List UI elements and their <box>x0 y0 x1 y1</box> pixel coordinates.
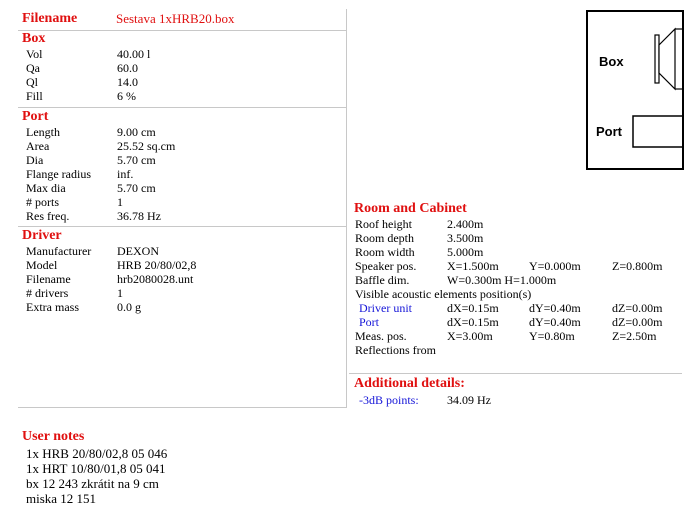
minus3db-label: -3dB points: <box>359 393 419 407</box>
user-notes-title: User notes <box>22 429 85 444</box>
driver-unit-dy: dY=0.40m <box>529 301 581 315</box>
note-line: 1x HRT 10/80/01,8 05 041 <box>26 461 166 476</box>
box-diagram <box>585 9 685 173</box>
port-section-title: Port <box>22 109 49 124</box>
divider <box>18 107 346 108</box>
diagram-box-label: Box <box>599 54 624 69</box>
visible-elements-label: Visible acoustic elements position(s) <box>355 287 532 301</box>
note-line: 1x HRB 20/80/02,8 05 046 <box>26 446 168 461</box>
meas-pos-x: X=3.00m <box>447 329 493 343</box>
room-depth-label: Room depth <box>355 231 414 245</box>
room-cabinet-panel <box>349 197 682 411</box>
port-element-dy: dY=0.40m <box>529 315 581 329</box>
roof-height-label: Roof height <box>355 217 412 231</box>
filename-row <box>22 10 235 27</box>
divider <box>18 30 346 31</box>
divider <box>349 373 682 374</box>
divider <box>18 226 346 227</box>
parameters-panel: Filename Sestava 1xHRB20.box Box Vol 40.00 l Qa 60.0 Ql 14.0 Fill 6 % Port Length 9.00 cm Area 25.52 sq.cm Dia 5.70 cm Flange radius inf. Max dia 5.70 cm # ports 1 Res freq. 36.78 Hz Driver Manufacturer DEXON Model HRB 20/80/02,8 Filename hrb2080028.unt # drivers 1 Extra mass 0.0 g <box>18 9 347 408</box>
speaker-pos-x: X=1.500m <box>447 259 499 273</box>
note-line: miska 12 151 <box>26 491 97 506</box>
box-section-title: Box <box>22 31 46 46</box>
port-element-dz: dZ=0.00m <box>612 315 663 329</box>
filename-label: Filename <box>22 11 78 26</box>
filename-value: Sestava 1xHRB20.box <box>116 11 235 26</box>
box-diagram-svg <box>585 9 685 173</box>
driver-unit-dx: dX=0.15m <box>447 301 499 315</box>
port-element-label: Port <box>359 315 380 329</box>
baffle-dim-label: Baffle dim. <box>355 273 410 287</box>
speaker-pos-label: Speaker pos. <box>355 259 417 273</box>
baffle-dim-value: W=0.300m H=1.000m <box>447 273 557 287</box>
minus3db-value: 34.09 Hz <box>447 393 491 407</box>
user-notes-panel <box>22 429 422 511</box>
note-line: bx 12 243 zkrátit na 9 cm <box>26 476 159 491</box>
meas-pos-z: Z=2.50m <box>612 329 657 343</box>
room-width-value: 5.000m <box>447 245 484 259</box>
room-section-title: Room and Cabinet <box>354 201 467 216</box>
driver-section-title: Driver <box>22 228 62 243</box>
port-element-dx: dX=0.15m <box>447 315 499 329</box>
driver-unit-label: Driver unit <box>359 301 412 315</box>
meas-pos-label: Meas. pos. <box>355 329 407 343</box>
driver-unit-dz: dZ=0.00m <box>612 301 663 315</box>
meas-pos-y: Y=0.80m <box>529 329 575 343</box>
speaker-pos-z: Z=0.800m <box>612 259 663 273</box>
roof-height-value: 2.400m <box>447 217 484 231</box>
room-depth-value: 3.500m <box>447 231 484 245</box>
diagram-port-label: Port <box>596 124 622 139</box>
room-width-label: Room width <box>355 245 415 259</box>
reflections-label: Reflections from <box>355 343 436 357</box>
speaker-pos-y: Y=0.000m <box>529 259 581 273</box>
additional-details-title: Additional details: <box>354 376 465 391</box>
